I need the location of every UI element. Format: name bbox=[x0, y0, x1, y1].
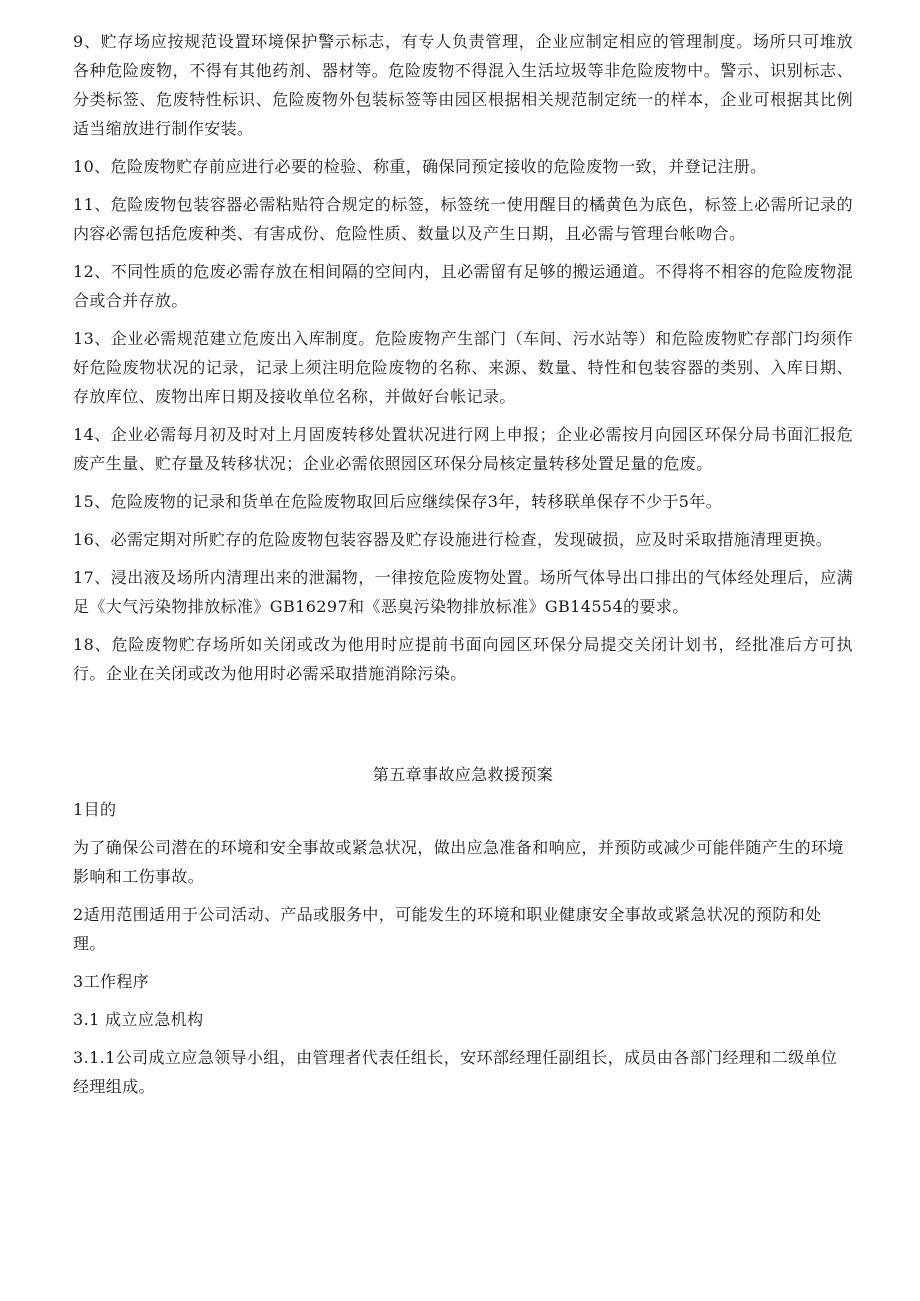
section-purpose-heading: 1目的 bbox=[73, 800, 117, 819]
paragraph-15: 15、危险废物的记录和货单在危险废物取回后应继续保存3年，转移联单保存不少于5年。 bbox=[73, 492, 723, 511]
document-page bbox=[73, 27, 853, 1110]
section-scope-text: 2适用范围适用于公司活动、产品或服务中，可能发生的环境和职业健康安全事故或紧急状况的预防和处理。 bbox=[73, 905, 822, 953]
paragraph-11: 11、危险废物包装容器必需粘贴符合规定的标签，标签统一使用醒目的橘黄色为底色，标签上必需所记录的内容必需包括危废种类、有害成份、危险性质、数量以及产生日期，且必需与管理台帐吻合。 bbox=[73, 195, 853, 243]
paragraph-14: 14、企业必需每月初及时对上月固废转移处置状况进行网上申报；企业必需按月向园区环保分局书面汇报危废产生量、贮存量及转移状况；企业必需依照园区环保分局核定量转移处置足量的危废。 bbox=[73, 425, 853, 473]
section-purpose-text: 为了确保公司潜在的环境和安全事故或紧急状况，做出应急准备和响应，并预防或减少可能伴随产生的环境影响和工伤事故。 bbox=[73, 838, 844, 886]
paragraph-17: 17、浸出液及场所内清理出来的泄漏物，一律按危险废物处置。场所气体导出口排出的气体经处理后，应满足《大气污染物排放标准》GB16297和《恶臭污染物排放标准》GB14554的要求。 bbox=[73, 568, 853, 616]
paragraph-13: 13、企业必需规范建立危废出入库制度。危险废物产生部门（车间、污水站等）和危险废物贮存部门均须作好危险废物状况的记录，记录上须注明危险废物的名称、来源、数量、特性和包装容器的类别、入库日期、存放库位、废物出库日期及接收单位名称，并做好台帐记录。 bbox=[73, 329, 853, 406]
paragraph-10: 10、危险废物贮存前应进行必要的检验、称重，确保同预定接收的危险废物一致，并登记注册。 bbox=[73, 157, 767, 176]
section-3-1-heading: 3.1 成立应急机构 bbox=[73, 1010, 204, 1029]
section-3-1-1-text: 3.1.1公司成立应急领导小组，由管理者代表任组长，安环部经理任副组长，成员由各部门经理和二级单位经理组成。 bbox=[73, 1048, 838, 1096]
paragraph-12: 12、不同性质的危废必需存放在相间隔的空间内，且必需留有足够的搬运通道。不得将不相容的危险废物混合或合并存放。 bbox=[73, 262, 853, 310]
paragraph-18: 18、危险废物贮存场所如关闭或改为他用时应提前书面向园区环保分局提交关闭计划书，经批准后方可执行。企业在关闭或改为他用时必需采取措施消除污染。 bbox=[73, 635, 853, 683]
section-procedure-heading: 3工作程序 bbox=[73, 972, 150, 991]
paragraph-9: 9、贮存场应按规范设置环境保护警示标志，有专人负责管理，企业应制定相应的管理制度。场所只可堆放各种危险废物，不得有其他药剂、器材等。危险废物不得混入生活垃圾等非危险废物中。警示、识别标志、分类标签、危废特性标识、危险废物外包装标签等由园区根据相关规范制定统一的样本，企业可根据其比例适当缩放进行制作安装。 bbox=[73, 32, 853, 138]
chapter-title: 第五章事故应急救援预案 bbox=[372, 765, 554, 784]
paragraph-16: 16、必需定期对所贮存的危险废物包装容器及贮存设施进行检查，发现破损，应及时采取措施清理更换。 bbox=[73, 530, 833, 549]
